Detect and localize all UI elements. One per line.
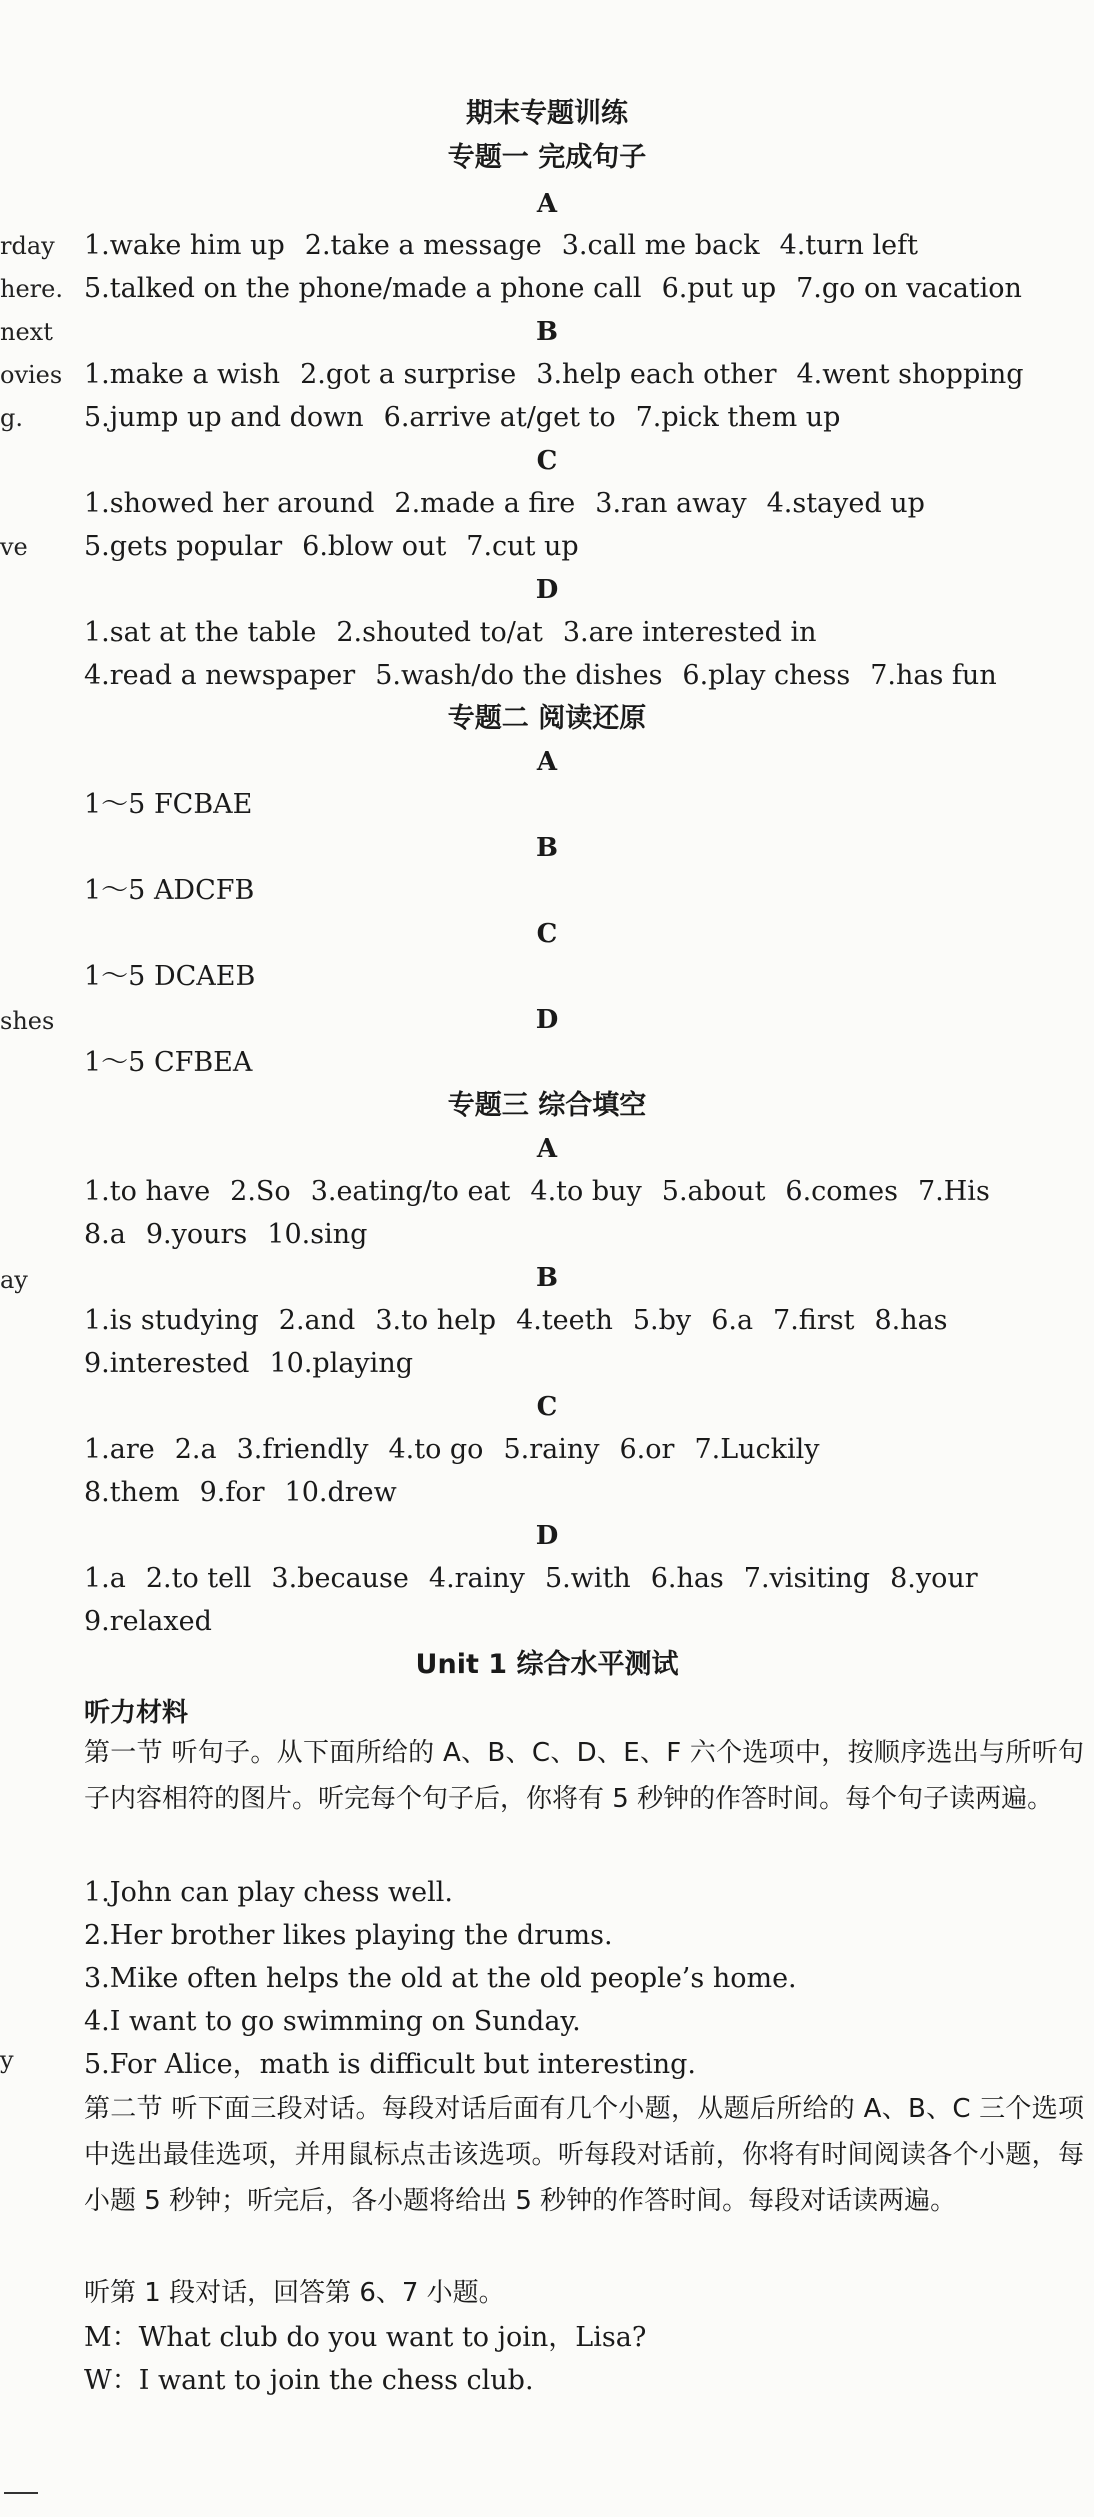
answer-item: 6.a bbox=[711, 1305, 754, 1336]
answer-item: 7.Luckily bbox=[694, 1434, 820, 1465]
answer-item: 7.His bbox=[918, 1176, 990, 1207]
answer-item: 5.about bbox=[661, 1176, 766, 1207]
answer-item: 5.wash/do the dishes bbox=[375, 660, 663, 691]
topic2-part-b-label: B bbox=[536, 833, 558, 863]
topic3-part-d-label: D bbox=[535, 1521, 559, 1551]
answer-item: 2.got a surprise bbox=[300, 359, 517, 390]
answer-item: 10.drew bbox=[284, 1477, 397, 1508]
edge-fragment: next bbox=[0, 318, 53, 346]
topic1-d-line1 bbox=[84, 615, 836, 651]
answer-item: 10.playing bbox=[269, 1348, 413, 1379]
topic2-heading: 专题二 阅读还原 bbox=[447, 703, 647, 734]
topic1-c-line1 bbox=[84, 486, 945, 522]
answer-item: 5.by bbox=[632, 1305, 692, 1336]
sentence-5: 5.For Alice，math is difficult but interesting. bbox=[84, 2049, 696, 2080]
answer-item: 8.has bbox=[874, 1305, 948, 1336]
answer-item: 4.teeth bbox=[516, 1305, 613, 1336]
answer-item: 8.them bbox=[84, 1477, 180, 1508]
page-edge-mark bbox=[4, 2492, 38, 2494]
topic3-part-c-label: C bbox=[536, 1392, 558, 1422]
topic1-a-line2 bbox=[84, 271, 1042, 307]
answer-item: 6.comes bbox=[785, 1176, 898, 1207]
topic1-d-line2 bbox=[84, 658, 1017, 694]
answer-item: 6.or bbox=[619, 1434, 675, 1465]
topic2-c-answer: 1～5 DCAEB bbox=[84, 961, 256, 992]
answer-item: 6.arrive at/get to bbox=[383, 402, 616, 433]
topic2-d-answer: 1～5 CFBEA bbox=[84, 1047, 253, 1078]
answer-item: 7.first bbox=[773, 1305, 855, 1336]
answer-item: 3.ran away bbox=[595, 488, 747, 519]
answer-item: 6.put up bbox=[661, 273, 777, 304]
answer-item: 1.a bbox=[84, 1563, 126, 1594]
answer-item: 4.went shopping bbox=[796, 359, 1024, 390]
edge-fragment: rday bbox=[0, 232, 55, 260]
dialog-line-m: M：What club do you want to join，Lisa? bbox=[84, 2322, 647, 2353]
answer-item: 6.blow out bbox=[302, 531, 447, 562]
answer-item: 6.play chess bbox=[682, 660, 851, 691]
answer-item: 1.are bbox=[84, 1434, 155, 1465]
topic2-b-answer: 1～5 ADCFB bbox=[84, 875, 255, 906]
topic3-part-b-label: B bbox=[536, 1263, 558, 1293]
answer-item: 3.because bbox=[271, 1563, 409, 1594]
answer-item: 7.pick them up bbox=[635, 402, 841, 433]
answer-item: 9.relaxed bbox=[84, 1606, 212, 1637]
answer-item: 9.for bbox=[199, 1477, 265, 1508]
topic2-a-answer: 1～5 FCBAE bbox=[84, 789, 253, 820]
edge-fragment: ovies bbox=[0, 361, 63, 389]
topic2-part-d-label: D bbox=[535, 1005, 559, 1035]
topic1-part-b-label: B bbox=[536, 317, 558, 347]
answer-item: 5.gets popular bbox=[84, 531, 283, 562]
edge-fragment: here. bbox=[0, 275, 63, 303]
topic2-part-a-label: A bbox=[536, 747, 558, 777]
unit1-heading: Unit 1 综合水平测试 bbox=[415, 1649, 679, 1680]
answer-item: 6.has bbox=[650, 1563, 724, 1594]
edge-fragment: shes bbox=[0, 1007, 55, 1035]
answer-item: 7.has fun bbox=[870, 660, 997, 691]
edge-fragment: ve bbox=[0, 533, 28, 561]
answer-item: 5.jump up and down bbox=[84, 402, 364, 433]
answer-item: 3.call me back bbox=[561, 230, 760, 261]
answer-item: 8.your bbox=[890, 1563, 978, 1594]
edge-fragment: y bbox=[0, 2046, 14, 2074]
edge-fragment: g. bbox=[0, 404, 23, 432]
answer-item: 2.a bbox=[174, 1434, 217, 1465]
answer-item: 5.talked on the phone/made a phone call bbox=[84, 273, 642, 304]
page-title: 期末专题训练 bbox=[466, 98, 628, 129]
topic3-a-line1 bbox=[84, 1174, 1010, 1210]
answer-item: 1.wake him up bbox=[84, 230, 285, 261]
edge-fragment: ay bbox=[0, 1266, 28, 1294]
dialog1-instructions: 听第 1 段对话，回答第 6、7 小题。 bbox=[84, 2278, 505, 2308]
answer-item: 1.is studying bbox=[84, 1305, 259, 1336]
sentence-3: 3.Mike often helps the old at the old people’s home. bbox=[84, 1963, 797, 1994]
dialog-line-w: W：I want to join the chess club. bbox=[84, 2365, 534, 2396]
answer-item: 4.stayed up bbox=[766, 488, 925, 519]
answer-item: 5.with bbox=[544, 1563, 631, 1594]
answer-item: 7.visiting bbox=[743, 1563, 871, 1594]
topic3-part-a-label: A bbox=[536, 1134, 558, 1164]
answer-item: 10.sing bbox=[267, 1219, 368, 1250]
sentence-2: 2.Her brother likes playing the drums. bbox=[84, 1920, 613, 1951]
answer-item: 8.a bbox=[84, 1219, 126, 1250]
section1-instructions: 第一节 听句子。从下面所给的 A、B、C、D、E、F 六个选项中，按顺序选出与所听句子内容相符的图片。听完每个句子后，你将有 5 秒钟的作答时间。每个句子读两遍。 bbox=[84, 1738, 1084, 1814]
answer-item: 2.and bbox=[278, 1305, 356, 1336]
answer-item: 4.to go bbox=[388, 1434, 484, 1465]
topic3-d-line2 bbox=[84, 1604, 232, 1640]
topic1-part-a-label: A bbox=[536, 189, 558, 219]
topic2-part-c-label: C bbox=[536, 919, 558, 949]
listening-material-label: 听力材料 bbox=[84, 1698, 189, 1728]
answer-item: 2.So bbox=[230, 1176, 291, 1207]
answer-item: 5.rainy bbox=[503, 1434, 600, 1465]
topic3-b-line1 bbox=[84, 1303, 968, 1339]
answer-item: 1.to have bbox=[84, 1176, 211, 1207]
answer-item: 9.interested bbox=[84, 1348, 250, 1379]
answer-item: 4.turn left bbox=[779, 230, 918, 261]
topic1-c-line2 bbox=[84, 529, 599, 565]
answer-item: 3.help each other bbox=[536, 359, 777, 390]
topic1-b-line1 bbox=[84, 357, 1044, 393]
topic3-c-line2 bbox=[84, 1475, 417, 1511]
topic1-b-line2 bbox=[84, 400, 860, 436]
section2-instructions: 第二节 听下面三段对话。每段对话后面有几个小题，从题后所给的 A、B、C 三个选项中选出最佳选项，并用鼠标点击该选项。听每段对话前，你将有时间阅读各个小题，每小题 5 秒钟；听完后，各小题将给出 5 秒钟的作答时间。每段对话读两遍。 bbox=[84, 2094, 1084, 2216]
topic3-b-line2 bbox=[84, 1346, 433, 1382]
topic1-heading: 专题一 完成句子 bbox=[447, 142, 647, 173]
sentence-1: 1.John can play chess well. bbox=[84, 1877, 453, 1908]
topic1-part-d-label: D bbox=[535, 575, 559, 605]
answer-item: 9.yours bbox=[145, 1219, 248, 1250]
sentence-4: 4.I want to go swimming on Sunday. bbox=[84, 2006, 581, 2037]
answer-item: 2.take a message bbox=[304, 230, 542, 261]
topic3-c-line1 bbox=[84, 1432, 840, 1468]
answer-item: 3.are interested in bbox=[562, 617, 817, 648]
answer-item: 4.rainy bbox=[428, 1563, 525, 1594]
answer-item: 2.made a fire bbox=[394, 488, 576, 519]
topic3-a-line2 bbox=[84, 1217, 387, 1253]
answer-item: 1.make a wish bbox=[84, 359, 281, 390]
answer-item: 2.to tell bbox=[145, 1563, 252, 1594]
topic3-d-line1 bbox=[84, 1561, 998, 1597]
answer-item: 3.eating/to eat bbox=[310, 1176, 511, 1207]
answer-item: 1.sat at the table bbox=[84, 617, 317, 648]
answer-item: 4.to buy bbox=[530, 1176, 642, 1207]
answer-item: 1.showed her around bbox=[84, 488, 375, 519]
answer-item: 3.friendly bbox=[236, 1434, 369, 1465]
topic1-a-line1 bbox=[84, 228, 938, 264]
topic3-heading: 专题三 综合填空 bbox=[447, 1090, 647, 1121]
answer-item: 2.shouted to/at bbox=[336, 617, 543, 648]
answer-item: 7.cut up bbox=[466, 531, 579, 562]
topic1-part-c-label: C bbox=[536, 446, 558, 476]
answer-item: 4.read a newspaper bbox=[84, 660, 356, 691]
answer-item: 7.go on vacation bbox=[796, 273, 1022, 304]
answer-item: 3.to help bbox=[375, 1305, 497, 1336]
